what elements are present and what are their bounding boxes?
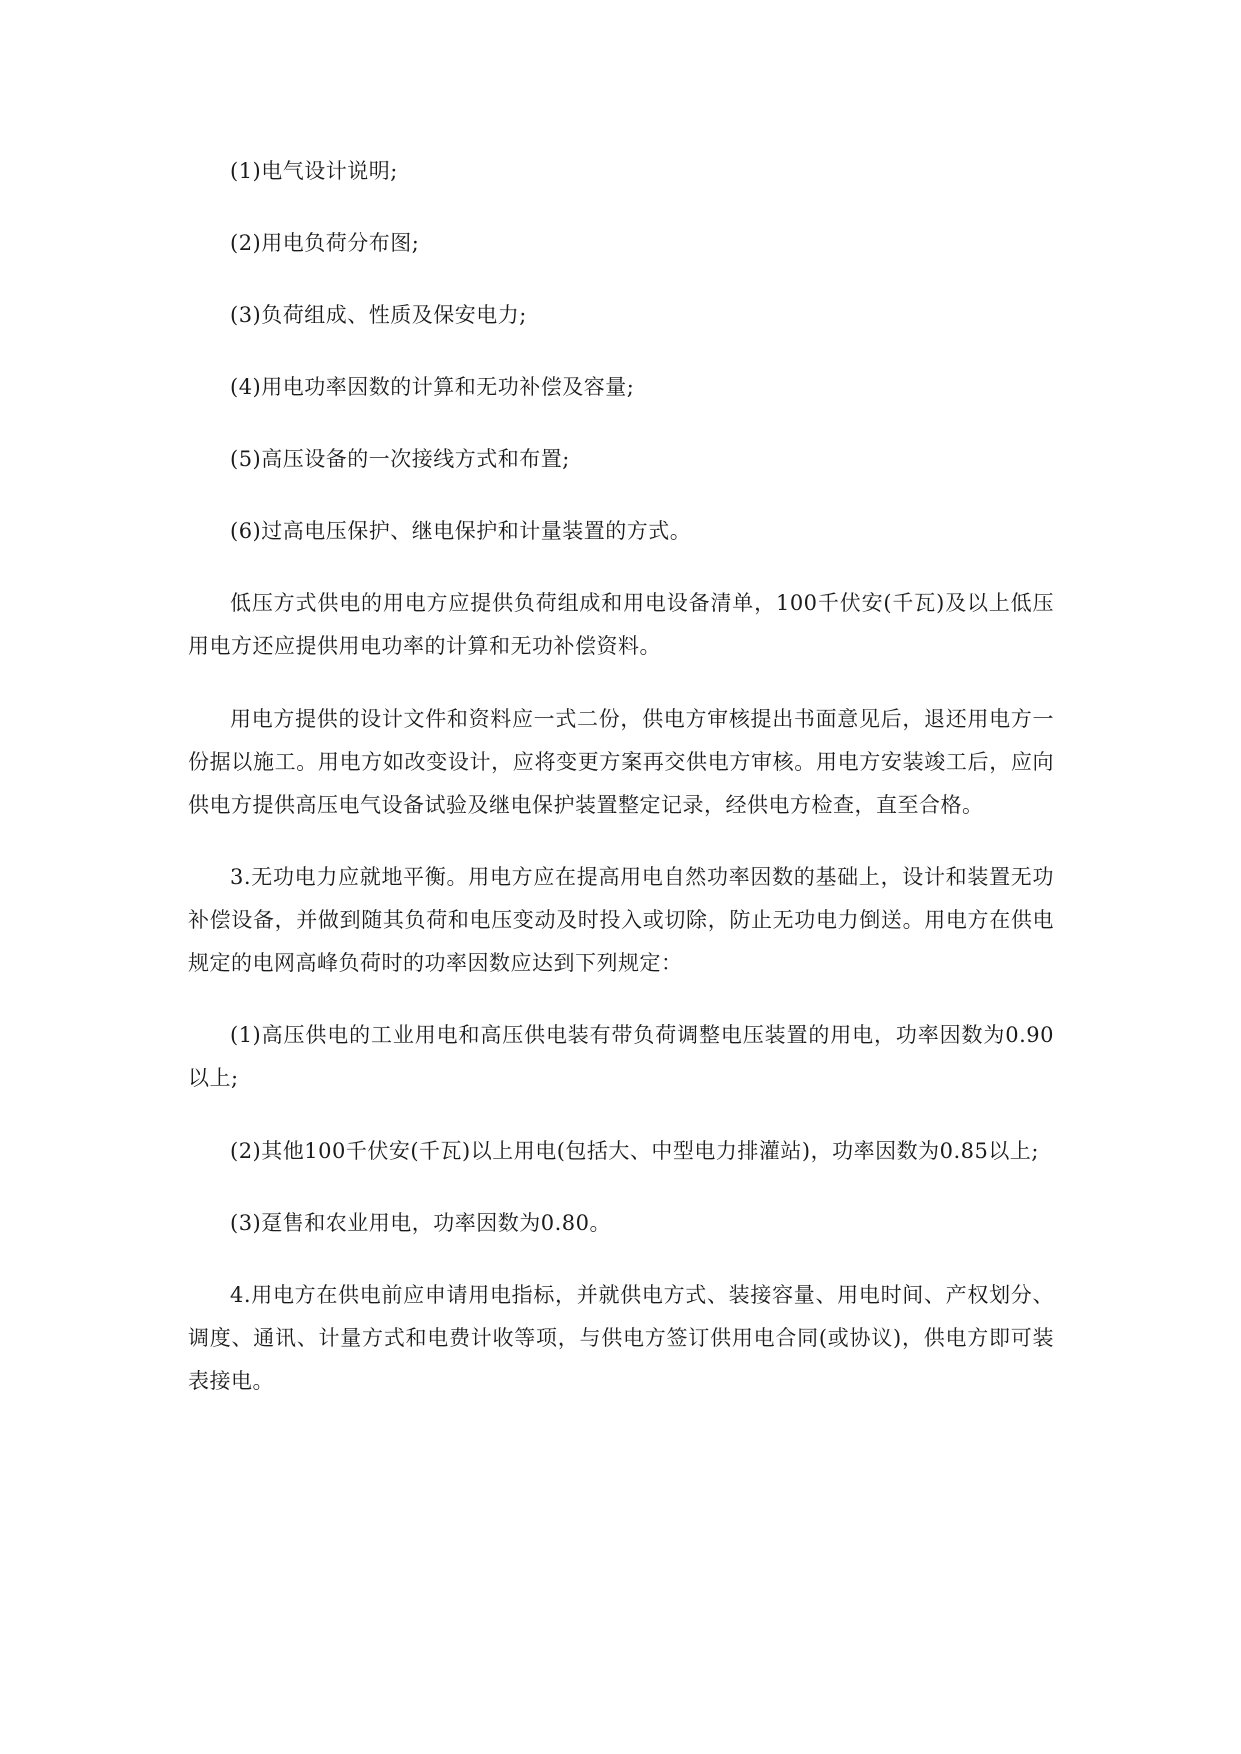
list-item-load-composition: (3)负荷组成、性质及保安电力; <box>230 303 527 327</box>
list-item-electrical-design: (1)电气设计说明; <box>230 159 398 183</box>
paragraph-low-voltage: 低压方式供电的用电方应提供负荷组成和用电设备清单，100千伏安(千瓦)及以上低压用电方还应提供用电功率的计算和无功补偿资料。 <box>188 591 1054 658</box>
list-item-high-voltage-factor: (1)高压供电的工业用电和高压供电装有带负荷调整电压装置的用电，功率因数为0.90以上; <box>188 1023 1054 1090</box>
paragraph-design-documents: 用电方提供的设计文件和资料应一式二份，供电方审核提出书面意见后，退还用电方一份据以施工。用电方如改变设计，应将变更方案再交供电方审核。用电方安装竣工后，应向供电方提供高压电气设备试验及继电保护装置整定记录，经供电方检查，直至合格。 <box>188 707 1054 817</box>
list-item-protection: (6)过高电压保护、继电保护和计量装置的方式。 <box>230 519 692 543</box>
paragraph-contract: 4.用电方在供电前应申请用电指标，并就供电方式、装接容量、用电时间、产权划分、调度、通讯、计量方式和电费计收等项，与供电方签订供用电合同(或协议)，供电方即可装表接电。 <box>188 1283 1054 1393</box>
list-item-wiring-layout: (5)高压设备的一次接线方式和布置; <box>230 447 570 471</box>
list-item-other-factor: (2)其他100千伏安(千瓦)以上用电(包括大、中型电力排灌站)，功率因数为0.85以上; <box>230 1139 1039 1163</box>
list-item-load-distribution: (2)用电负荷分布图; <box>230 231 420 255</box>
list-item-power-factor: (4)用电功率因数的计算和无功补偿及容量; <box>230 375 635 399</box>
paragraph-reactive-power: 3.无功电力应就地平衡。用电方应在提高用电自然功率因数的基础上，设计和装置无功补偿设备，并做到随其负荷和电压变动及时投入或切除，防止无功电力倒送。用电方在供电规定的电网高峰负荷时的功率因数应达到下列规定： <box>188 865 1054 975</box>
list-item-agriculture-factor: (3)趸售和农业用电，功率因数为0.80。 <box>230 1211 612 1235</box>
